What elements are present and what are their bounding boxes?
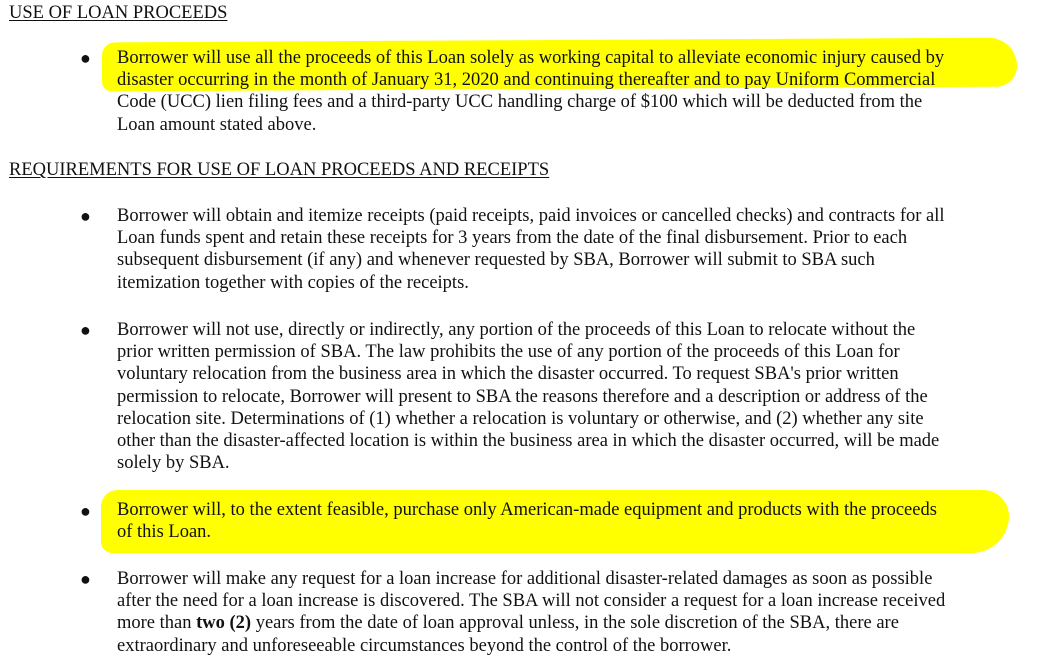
item-line: permission to relocate, Borrower will present to SBA the reasons therefore and a description or address of the: [117, 386, 928, 407]
item-line: Borrower will, to the extent feasible, purchase only American-made equipment and products with the proceeds: [117, 500, 937, 520]
bullet-icon: ●: [80, 48, 91, 68]
item-line: of this Loan.: [117, 522, 212, 543]
item-line: [117, 612, 1042, 634]
bullet-icon: ●: [80, 501, 91, 521]
list-item-use-of-proceeds: [117, 47, 1042, 136]
item-line: Borrower will use all the proceeds of this Loan solely as working capital to alleviate economic injury caused by: [117, 48, 945, 68]
item-line: Loan amount stated above.: [117, 114, 317, 135]
item-line: solely by SBA.: [117, 453, 230, 474]
bullet-icon: ●: [80, 320, 91, 340]
item-line: relocation site. Determinations of (1) whether a relocation is voluntary or otherwise, and (2) whether any site: [117, 408, 924, 429]
item-line: Borrower will obtain and itemize receipts (paid receipts, paid invoices or cancelled checks) and contracts for all: [117, 206, 945, 226]
item-line: Loan funds spent and retain these receipts for 3 years from the date of the final disbursement. Prior to each: [117, 228, 908, 249]
item-line: extraordinary and unforeseeable circumstances beyond the control of the borrower.: [117, 635, 732, 656]
bullet-icon: ●: [80, 206, 91, 226]
item-line-text: years from the date of loan approval unless, in the sole discretion of the SBA, there are: [251, 613, 899, 634]
item-line: prior written permission of SBA. The law prohibits the use of any portion of the proceeds of this Loan for: [117, 342, 900, 363]
item-line: Borrower will not use, directly or indirectly, any portion of the proceeds of this Loan to relocate without the: [117, 320, 916, 340]
item-line: after the need for a loan increase is discovered. The SBA will not consider a request for a loan increase received: [117, 591, 946, 612]
bullet-icon: ●: [80, 569, 91, 589]
section-heading-requirements: REQUIREMENTS FOR USE OF LOAN PROCEEDS AND RECEIPTS: [9, 160, 550, 180]
item-line: subsequent disbursement (if any) and whenever requested by SBA, Borrower will submit to SBA such: [117, 250, 875, 271]
bold-term: two (2): [196, 613, 252, 634]
section-heading-use-of-loan-proceeds: USE OF LOAN PROCEEDS: [9, 3, 228, 23]
item-line: Code (UCC) lien filing fees and a third-party UCC handling charge of $100 which will be deducted from the: [117, 92, 923, 113]
item-line: other than the disaster-affected location is within the business area in which the disaster occurred, will be made: [117, 431, 940, 452]
list-item-american-made: [117, 499, 1042, 543]
list-item-loan-increase: [117, 568, 1042, 657]
list-item-receipts: [117, 205, 1042, 294]
item-line: disaster occurring in the month of January 31, 2020 and continuing thereafter and to pay Uniform Commercial: [117, 70, 936, 91]
item-line: voluntary relocation from the business area in which the disaster occurred. To request SBA's prior written: [117, 364, 899, 385]
item-line-text: more than: [117, 613, 197, 634]
list-item-relocation: [117, 319, 1042, 474]
item-line: Borrower will make any request for a loan increase for additional disaster-related damages as soon as possible: [117, 569, 933, 589]
item-line: itemization together with copies of the receipts.: [117, 272, 469, 293]
